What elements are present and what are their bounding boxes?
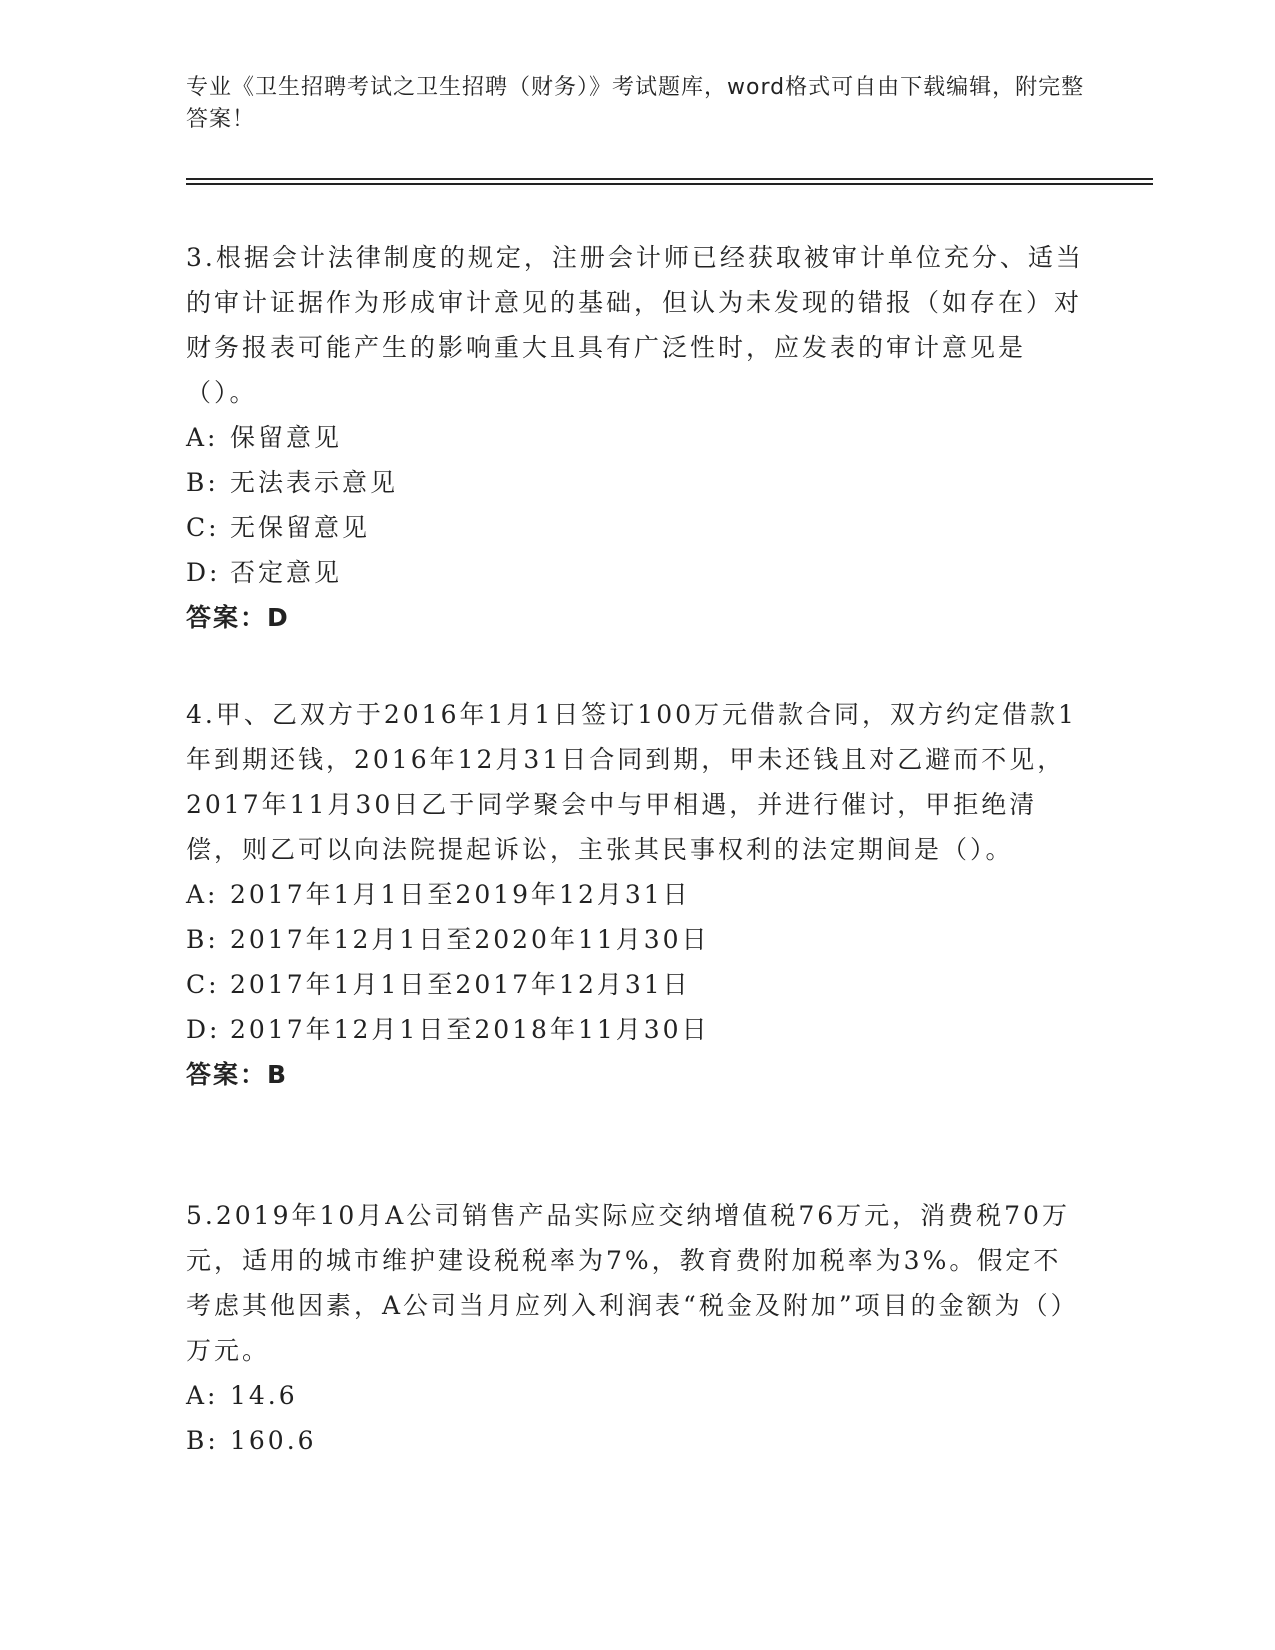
- option-text: 2017年1月1日至2017年12月31日: [230, 970, 691, 999]
- question-3: [186, 235, 1086, 640]
- option-key: A:: [186, 880, 219, 909]
- option-text: 否定意见: [230, 558, 343, 587]
- option-key: D:: [186, 558, 221, 587]
- option-b: [186, 460, 1086, 505]
- option-c: [186, 962, 1086, 1007]
- answer-label: 答案：B: [186, 1060, 289, 1089]
- question-5: [186, 1193, 1086, 1463]
- option-key: C:: [186, 513, 220, 542]
- option-b: [186, 1418, 1086, 1463]
- question-stem: 4.甲、乙双方于2016年1月1日签订100万元借款合同，双方约定借款1年到期还钱，2016年12月31日合同到期，甲未还钱且对乙避而不见，2017年11月30日乙于同学聚会中与甲相遇，并进行催讨，甲拒绝清偿，则乙可以向法院提起诉讼，主张其民事权利的法定期间是（）。: [186, 700, 1077, 864]
- option-key: A:: [186, 423, 219, 452]
- option-key: D:: [186, 1015, 221, 1044]
- option-text: 14.6: [230, 1381, 298, 1410]
- option-key: B:: [186, 925, 219, 954]
- question-4: [186, 692, 1086, 1097]
- option-key: B:: [186, 468, 219, 497]
- option-b: [186, 917, 1086, 962]
- option-key: A:: [186, 1381, 219, 1410]
- option-text: 无保留意见: [230, 513, 371, 542]
- option-text: 保留意见: [230, 423, 343, 452]
- option-a: [186, 872, 1086, 917]
- option-key: C:: [186, 970, 220, 999]
- question-stem: 5.2019年10月A公司销售产品实际应交纳增值税76万元，消费税70万元，适用的城市维护建设税税率为7%，教育费附加税率为3%。假定不考虑其他因素，A公司当月应列入利润表“税金及附加”项目的金额为（）万元。: [186, 1201, 1079, 1365]
- header-divider-bottom: [186, 183, 1153, 185]
- option-key: B:: [186, 1426, 219, 1455]
- option-d: [186, 550, 1086, 595]
- option-text: 2017年12月1日至2018年11月30日: [230, 1015, 710, 1044]
- option-text: 2017年12月1日至2020年11月30日: [230, 925, 710, 954]
- option-c: [186, 505, 1086, 550]
- document-header: 专业《卫生招聘考试之卫生招聘（财务）》考试题库，word格式可自由下载编辑，附完整答案！: [186, 75, 1085, 132]
- question-stem: 3.根据会计法律制度的规定，注册会计师已经获取被审计单位充分、适当的审计证据作为形成审计意见的基础，但认为未发现的错报（如存在）对财务报表可能产生的影响重大且具有广泛性时，应发表的审计意见是（）。: [186, 243, 1084, 407]
- answer-label: 答案：D: [186, 603, 290, 632]
- option-d: [186, 1007, 1086, 1052]
- option-a: [186, 415, 1086, 460]
- header-divider-top: [186, 178, 1153, 180]
- option-a: [186, 1373, 1086, 1418]
- option-text: 160.6: [230, 1426, 317, 1455]
- option-text: 2017年1月1日至2019年12月31日: [230, 880, 691, 909]
- option-text: 无法表示意见: [230, 468, 399, 497]
